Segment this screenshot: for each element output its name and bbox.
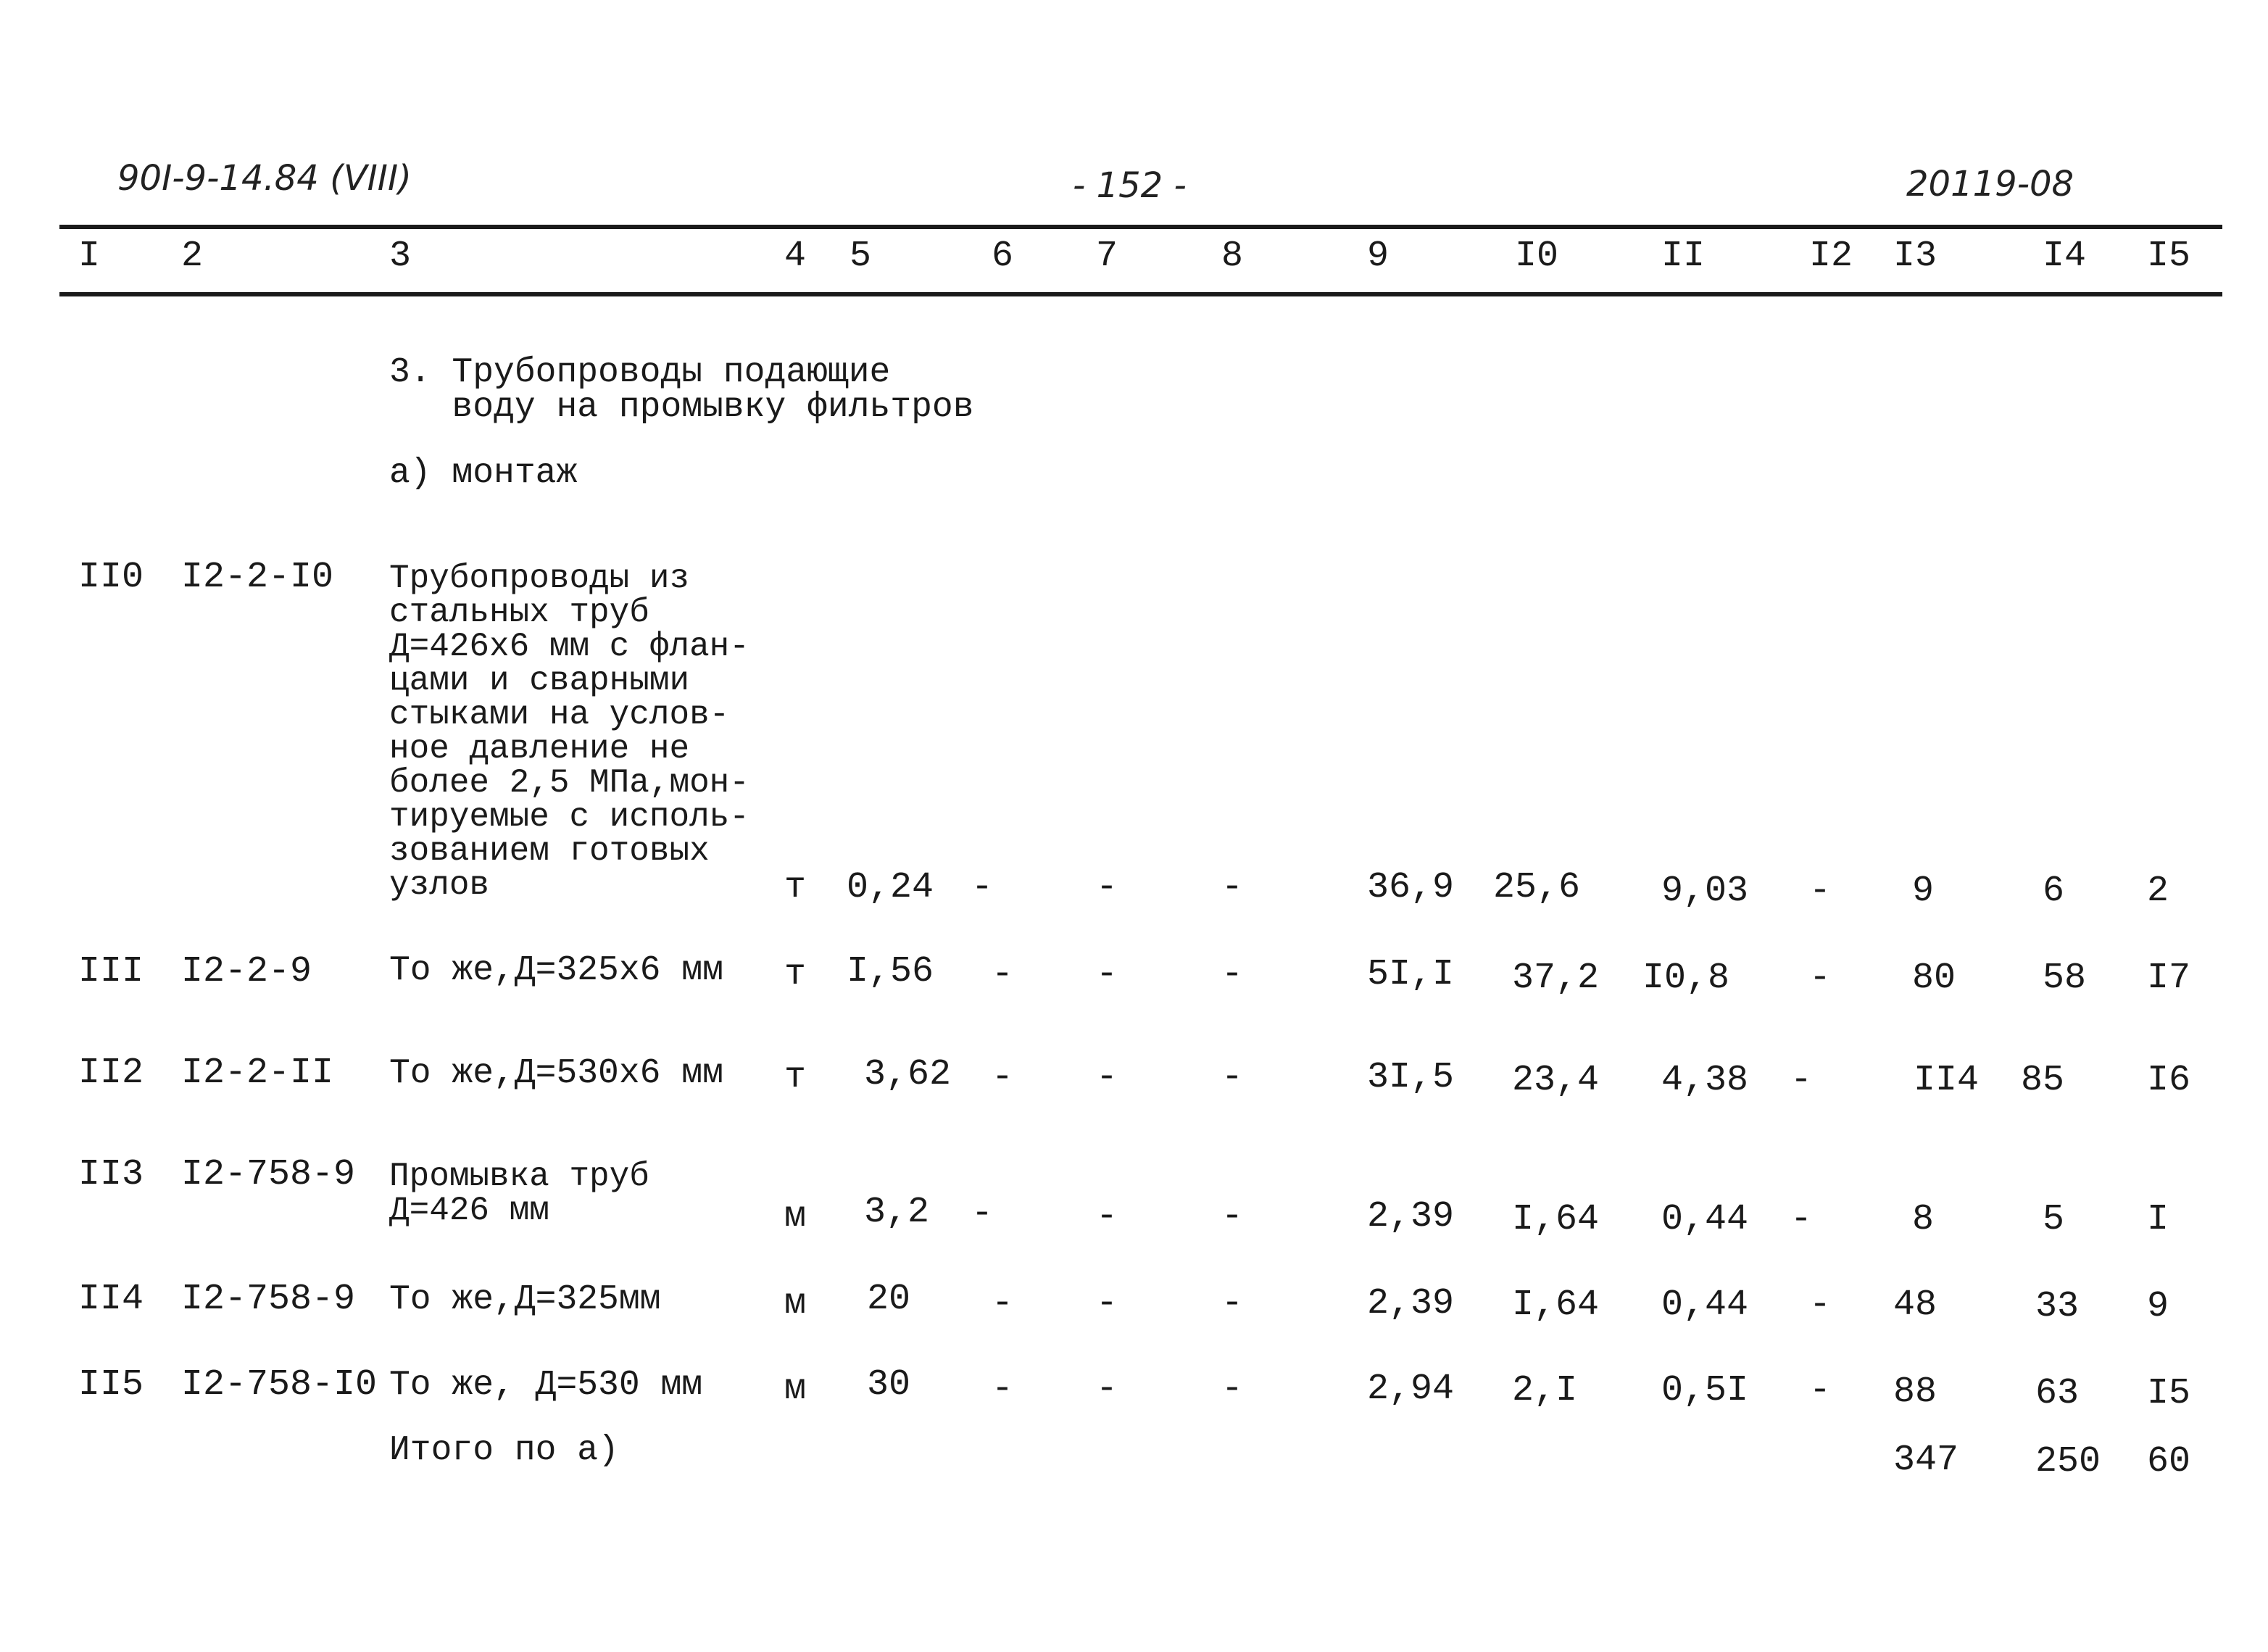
work-description: Трубопроводы из стальных труб Д=426х6 мм с флан- цами и сварными стыками на услов- ное давление не более 2,5 МПа,мон- тируемые с исполь- зованием готовых узлов (389, 560, 749, 904)
quantity: 30 (867, 1364, 911, 1406)
col-11: 9,03 (1661, 871, 1749, 912)
col-7: - (1096, 1057, 1118, 1098)
unit: т (784, 954, 807, 995)
col-11: 0,44 (1661, 1284, 1749, 1326)
row-number: II4 (78, 1279, 144, 1320)
col-14: 58 (2043, 958, 2087, 999)
col-8: - (1221, 954, 1244, 995)
unit: т (784, 1057, 807, 1098)
row-number: II5 (78, 1364, 144, 1406)
header-bottom-rule (59, 292, 2222, 296)
col-header: 6 (992, 236, 1014, 277)
col-14: 5 (2043, 1199, 2065, 1240)
norm-code: I2-2-II (181, 1053, 334, 1094)
quantity: I,56 (847, 951, 934, 992)
col-15: I (2147, 1199, 2169, 1240)
col-11: 4,38 (1661, 1060, 1749, 1101)
col-header: 5 (850, 236, 872, 277)
row-number: II2 (78, 1053, 144, 1094)
col-header: I5 (2147, 236, 2191, 277)
quantity: 3,62 (864, 1054, 952, 1095)
col-6: - (971, 867, 994, 908)
col-15: I5 (2147, 1373, 2191, 1414)
total-col-14: 250 (2035, 1441, 2101, 1482)
col-15: 9 (2147, 1286, 2169, 1327)
col-9: 2,94 (1367, 1369, 1455, 1410)
col-13: 8 (1912, 1199, 1935, 1240)
work-description: То же,Д=325х6 мм (389, 951, 723, 990)
col-header: II (1661, 236, 1706, 277)
quantity: 0,24 (847, 867, 934, 908)
album-code: 20119-08 (1906, 164, 2074, 204)
norm-code: I2-2-I0 (181, 557, 334, 598)
row-number: II3 (78, 1154, 144, 1195)
col-header: 9 (1367, 236, 1390, 277)
col-10: I,64 (1512, 1199, 1600, 1240)
quantity: 3,2 (864, 1192, 930, 1233)
total-label: Итого по а) (389, 1431, 619, 1470)
col-9: 36,9 (1367, 867, 1455, 908)
work-description: То же,Д=325мм (389, 1280, 661, 1319)
col-9: 3I,5 (1367, 1057, 1455, 1098)
col-10: I,64 (1512, 1284, 1600, 1326)
norm-code: I2-758-9 (181, 1154, 356, 1195)
col-10: 25,6 (1493, 867, 1581, 908)
col-6: - (971, 1193, 994, 1234)
col-header: I4 (2043, 236, 2087, 277)
col-12: - (1809, 1370, 1832, 1411)
col-6: - (992, 1369, 1014, 1410)
row-number: II0 (78, 557, 144, 598)
col-14: 85 (2021, 1060, 2065, 1101)
col-header: I3 (1893, 236, 1937, 277)
col-12: - (1790, 1060, 1813, 1101)
col-6: - (992, 1283, 1014, 1324)
col-12: - (1809, 1284, 1832, 1326)
col-12: - (1809, 871, 1832, 912)
unit: м (784, 1196, 807, 1237)
unit: м (784, 1283, 807, 1324)
quantity: 20 (867, 1279, 911, 1320)
col-8: - (1221, 1196, 1244, 1237)
col-11: 0,44 (1661, 1199, 1749, 1240)
col-13: 88 (1893, 1371, 1937, 1413)
col-15: 2 (2147, 871, 2169, 912)
document-code: 90I-9-14.84 (VIII) (117, 158, 412, 199)
col-13: II4 (1914, 1060, 1980, 1101)
col-13: 80 (1912, 958, 1956, 999)
work-description: То же,Д=530х6 мм (389, 1054, 723, 1093)
col-header: 2 (181, 236, 204, 277)
col-12: - (1809, 958, 1832, 999)
norm-code: I2-758-9 (181, 1279, 356, 1320)
col-8: - (1221, 867, 1244, 908)
col-11: I0,8 (1642, 958, 1730, 999)
col-14: 6 (2043, 871, 2065, 912)
section-title: 3. Трубопроводы подающие воду на промывку фильтров (389, 353, 974, 427)
col-7: - (1096, 867, 1118, 908)
col-6: - (992, 954, 1014, 995)
col-12: - (1790, 1199, 1813, 1240)
col-9: 5I,I (1367, 954, 1455, 995)
col-7: - (1096, 1196, 1118, 1237)
col-9: 2,39 (1367, 1283, 1455, 1324)
col-7: - (1096, 1283, 1118, 1324)
col-6: - (992, 1057, 1014, 1098)
total-col-15: 60 (2147, 1441, 2191, 1482)
col-header: 7 (1096, 236, 1118, 277)
col-header: I2 (1809, 236, 1853, 277)
col-10: 37,2 (1512, 958, 1600, 999)
total-col-13: 347 (1893, 1440, 1959, 1481)
col-13: 48 (1893, 1284, 1937, 1326)
subsection-title: а) монтаж (389, 454, 578, 493)
unit: м (784, 1369, 807, 1410)
col-header: I (78, 236, 101, 277)
row-number: III (78, 951, 144, 992)
unit: т (784, 867, 807, 908)
col-header: 4 (784, 236, 807, 277)
col-11: 0,5I (1661, 1370, 1749, 1411)
norm-code: I2-2-9 (181, 951, 312, 992)
col-7: - (1096, 1369, 1118, 1410)
col-9: 2,39 (1367, 1196, 1455, 1237)
col-8: - (1221, 1057, 1244, 1098)
col-8: - (1221, 1283, 1244, 1324)
col-8: - (1221, 1369, 1244, 1410)
col-10: 23,4 (1512, 1060, 1600, 1101)
col-15: I7 (2147, 958, 2191, 999)
col-10: 2,I (1512, 1370, 1578, 1411)
col-header: 3 (389, 236, 412, 277)
col-15: I6 (2147, 1060, 2191, 1101)
col-14: 33 (2035, 1286, 2080, 1327)
norm-code: I2-758-I0 (181, 1364, 378, 1406)
page-number: - 152 - (1073, 165, 1187, 206)
work-description: Промывка труб Д=426 мм (389, 1158, 649, 1229)
col-header: 8 (1221, 236, 1244, 277)
col-14: 63 (2035, 1373, 2080, 1414)
top-rule (59, 225, 2222, 229)
work-description: То же, Д=530 мм (389, 1366, 703, 1405)
col-7: - (1096, 954, 1118, 995)
col-header: I0 (1515, 236, 1559, 277)
col-13: 9 (1912, 871, 1935, 912)
